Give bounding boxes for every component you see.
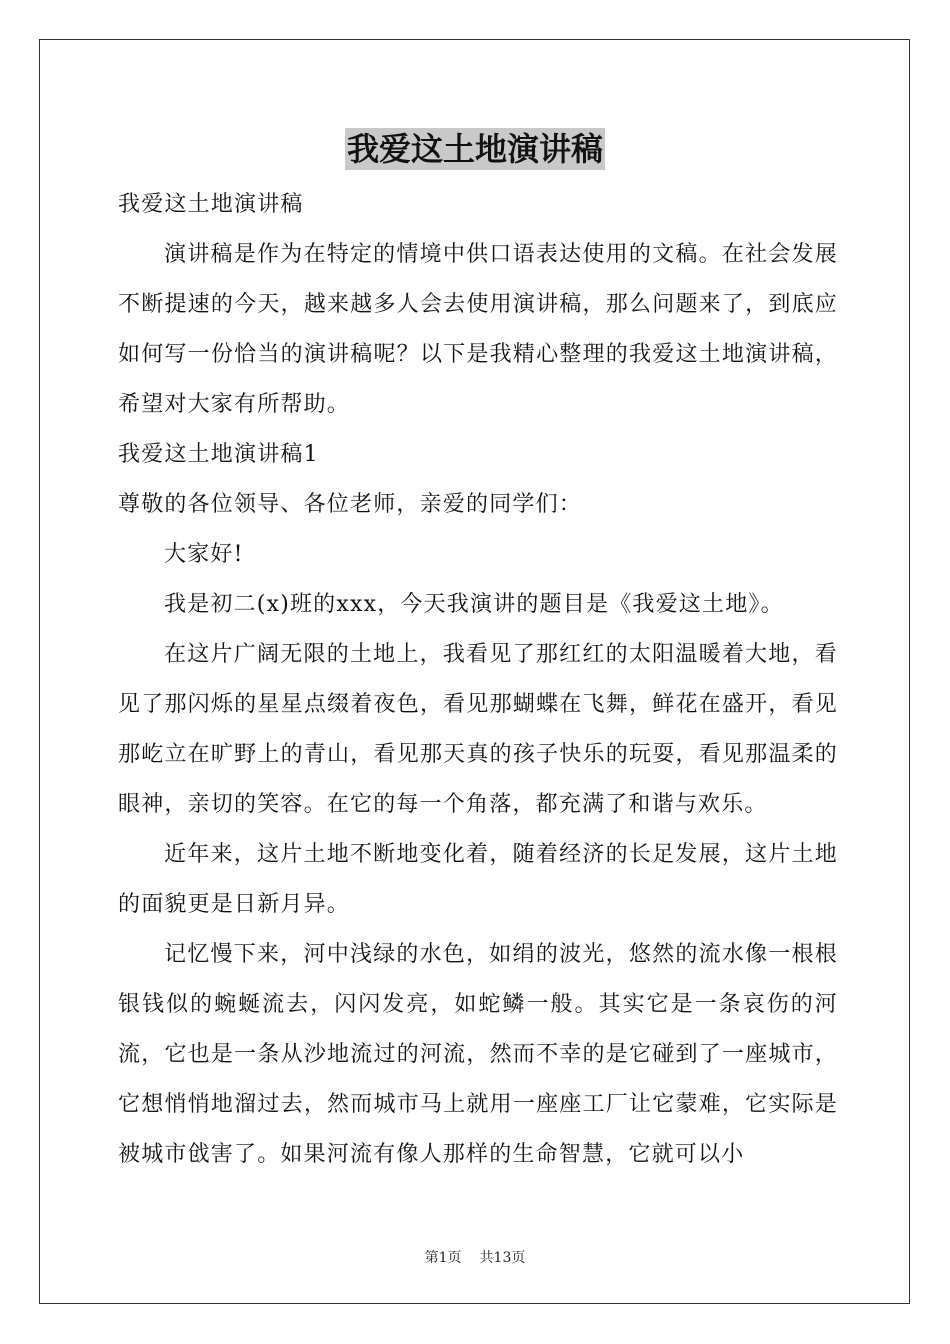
paragraph: 我爱这土地演讲稿	[118, 192, 304, 217]
paragraph: 我是初二(x)班的xxx，今天我演讲的题目是《我爱这土地》。	[164, 592, 784, 617]
paragraph: 我爱这土地演讲稿1	[118, 442, 319, 467]
page-footer	[0, 1247, 950, 1267]
paragraph: 尊敬的各位领导、各位老师，亲爱的同学们：	[118, 492, 583, 517]
paragraph: 记忆慢下来，河中浅绿的水色，如绢的波光，悠然的流水像一根根银钱似的蜿蜒流去，闪闪发亮，如蛇鳞一般。其实它是一条哀伤的河流，它也是一条从沙地流过的河流，然而不幸的是它碰到了一座城市，它想悄悄地溜过去，然而城市马上就用一座座工厂让它蒙难，它实际是被城市戗害了。如果河流有像人那样的生命智慧，它就可以小	[118, 942, 838, 1167]
paragraph: 演讲稿是作为在特定的情境中供口语表达使用的文稿。在社会发展不断提速的今天，越来越多人会去使用演讲稿，那么问题来了，到底应如何写一份恰当的演讲稿呢？以下是我精心整理的我爱这土地演讲稿，希望对大家有所帮助。	[118, 242, 838, 417]
page-number: 第1页	[424, 1250, 462, 1266]
document-body	[118, 180, 838, 1180]
paragraph: 在这片广阔无限的土地上，我看见了那红红的太阳温暖着大地，看见了那闪烁的星星点缀着夜色，看见那蝴蝶在飞舞，鲜花在盛开，看见那屹立在旷野上的青山，看见那天真的孩子快乐的玩耍，看见那温柔的眼神，亲切的笑容。在它的每一个角落，都充满了和谐与欢乐。	[118, 642, 838, 817]
paragraph: 大家好!	[164, 542, 244, 567]
page-total: 共13页	[479, 1250, 526, 1266]
paragraph: 近年来，这片土地不断地变化着，随着经济的长足发展，这片土地的面貌更是日新月异。	[118, 842, 838, 917]
title-area	[0, 128, 950, 170]
document-title: 我爱这土地演讲稿	[346, 130, 603, 168]
